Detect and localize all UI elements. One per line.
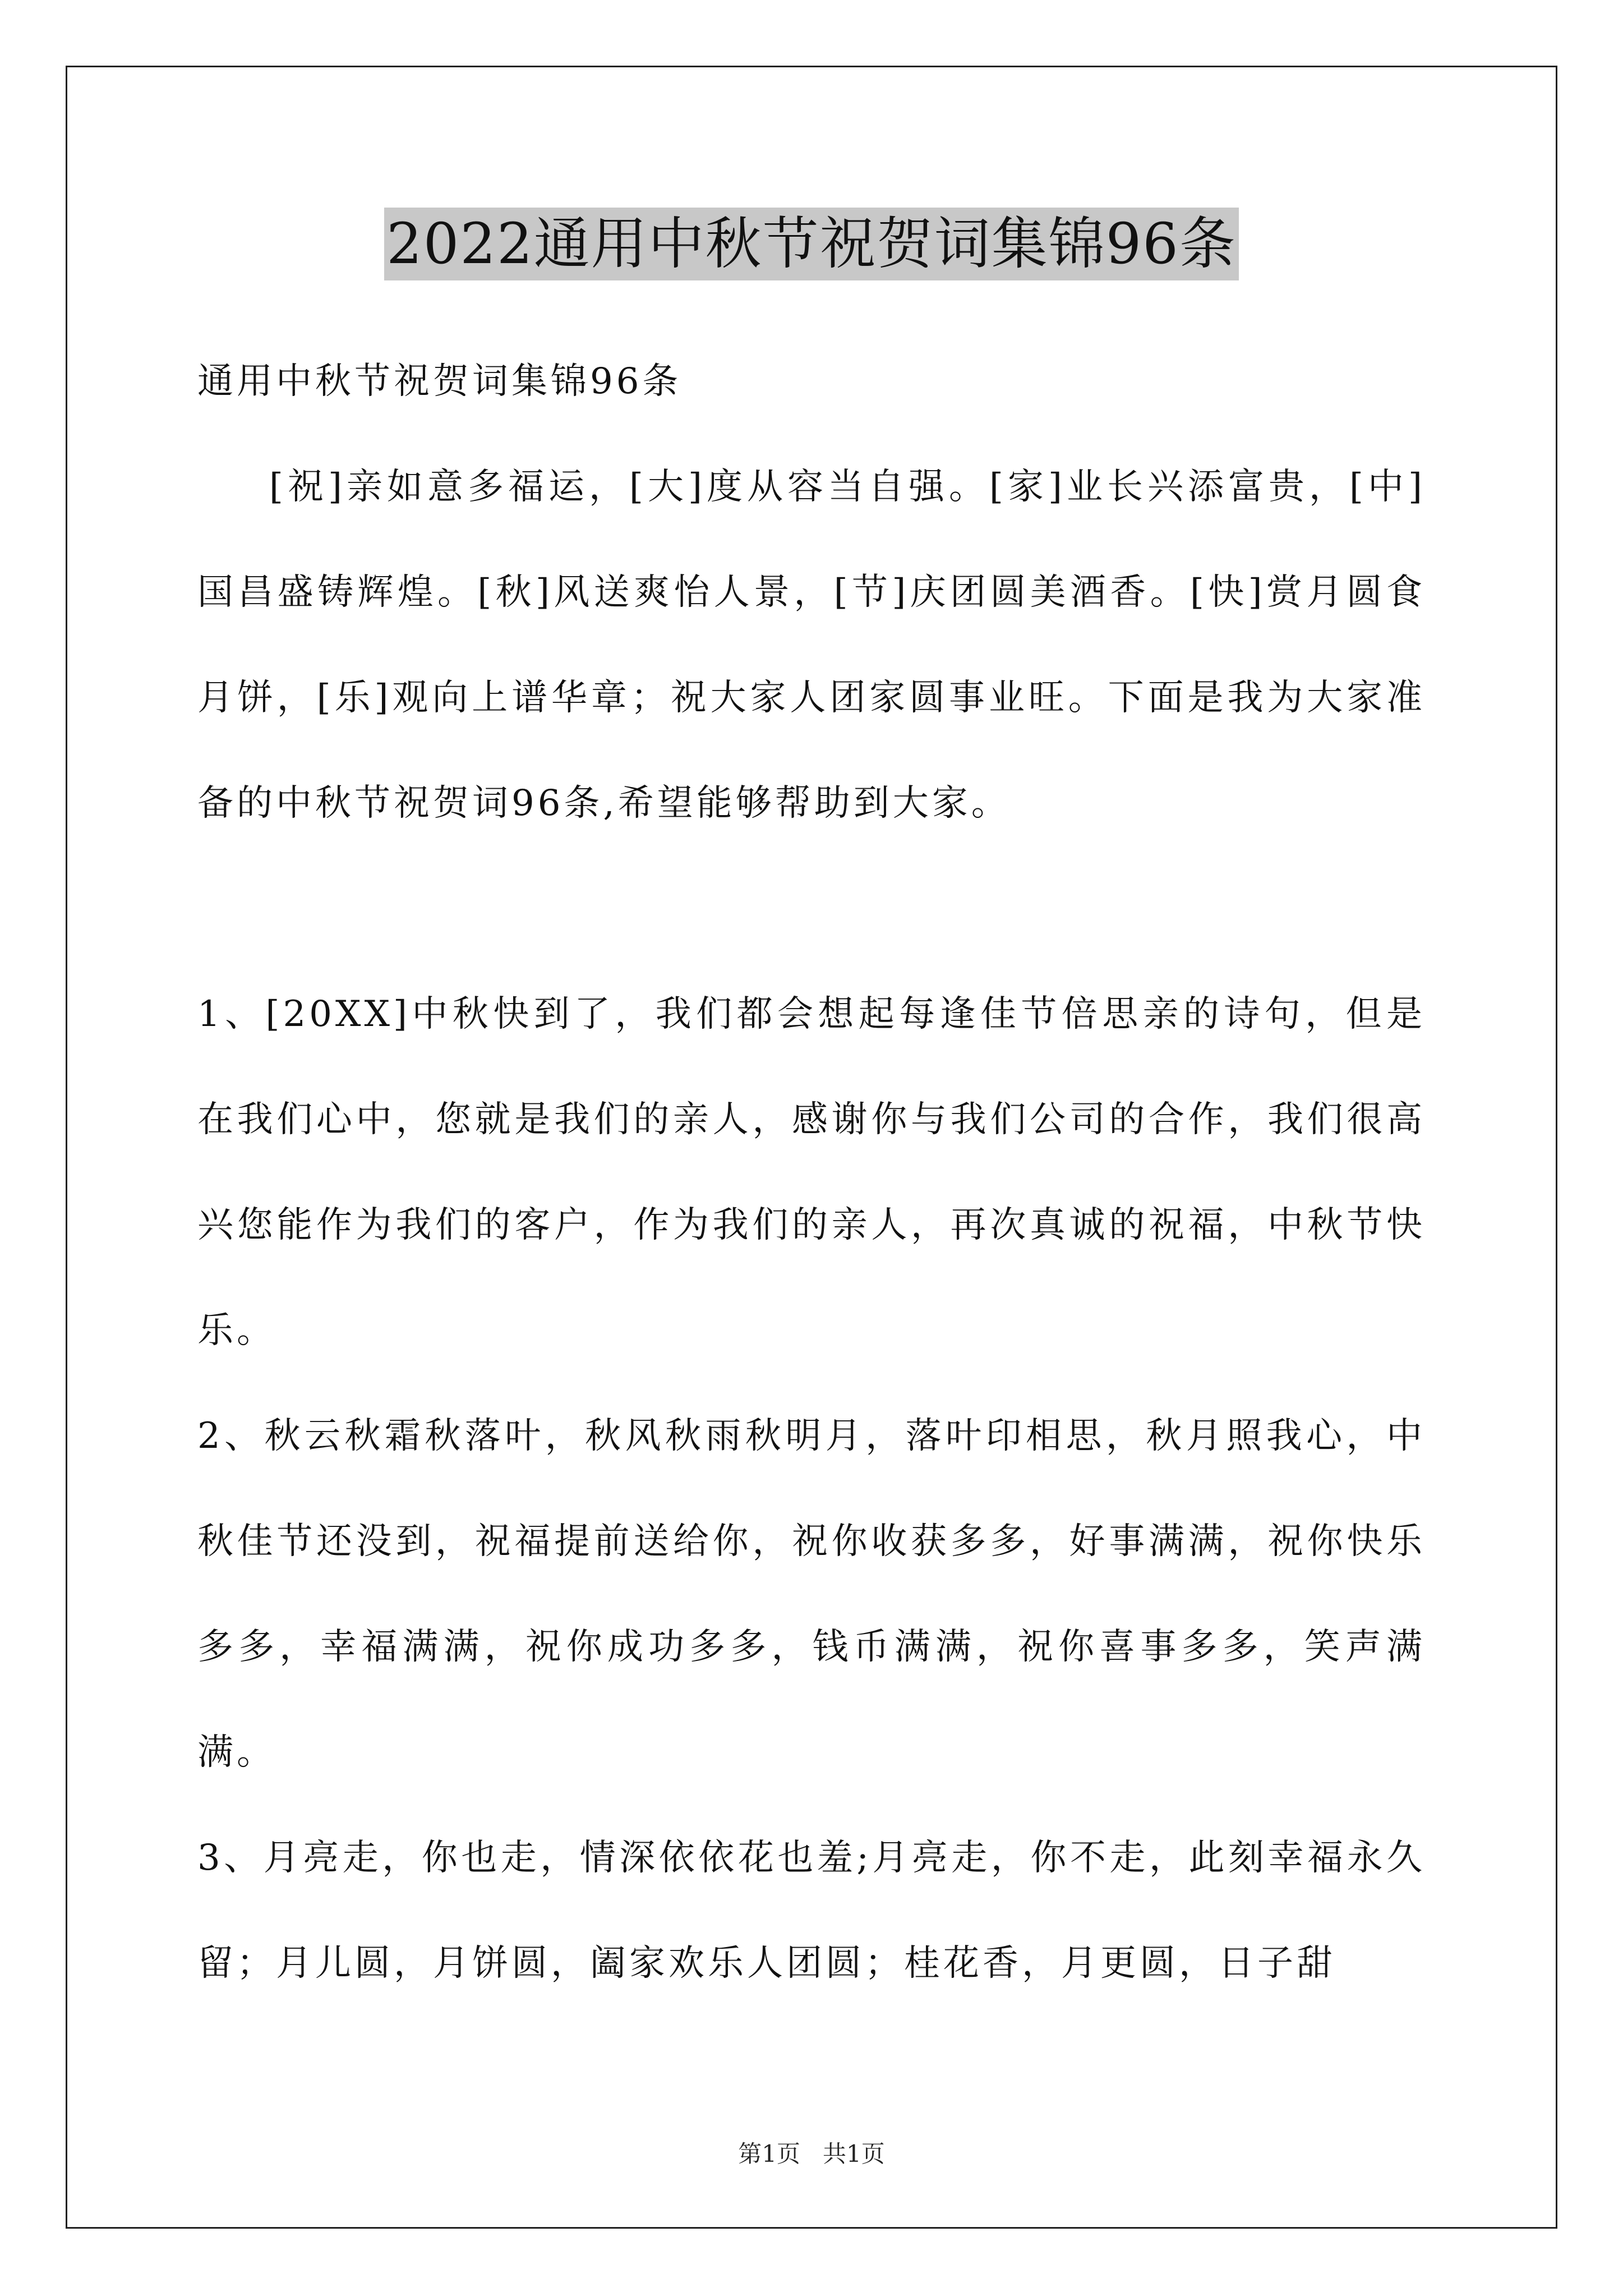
- page-number-current: 第1页: [738, 2140, 800, 2168]
- greeting-item-3: 3、月亮走，你也走，情深依依花也羞;月亮走，你不走，此刻幸福永久留；月儿圆，月饼圆，阖家欢乐人团圆；桂花香，月更圆，日子甜: [197, 1837, 1426, 1984]
- document-title: 2022通用中秋节祝贺词集锦96条: [384, 208, 1239, 280]
- page-footer: [0, 2137, 1623, 2171]
- intro-paragraph: [祝]亲如意多福运，[大]度从容当自强。[家]业长兴添富贵，[中]国昌盛铸辉煌。[秋]风送爽怡人景，[节]庆团圆美酒香。[快]赏月圆食月饼，[乐]观向上谱华章；祝大家人团家圆事业旺。下面是我为大家准备的中秋节祝贺词96条,希望能够帮助到大家。: [197, 466, 1426, 824]
- page-number-total: 共1页: [823, 2140, 885, 2168]
- document-subtitle: 通用中秋节祝贺词集锦96条: [197, 361, 682, 402]
- greeting-item-1: 1、[20XX]中秋快到了，我们都会想起每逢佳节倍思亲的诗句，但是在我们心中，您就是我们的亲人，感谢你与我们公司的合作，我们很高兴您能作为我们的客户，作为我们的亲人，再次真诚的祝福，中秋节快乐。: [197, 993, 1426, 1351]
- greeting-item-2: 2、秋云秋霜秋落叶，秋风秋雨秋明月，落叶印相思，秋月照我心，中秋佳节还没到，祝福提前送给你，祝你收获多多，好事满满，祝你快乐多多，幸福满满，祝你成功多多，钱币满满，祝你喜事多多，笑声满满。: [197, 1415, 1426, 1773]
- greeting-list: [197, 961, 1426, 2016]
- title-container: [0, 208, 1623, 280]
